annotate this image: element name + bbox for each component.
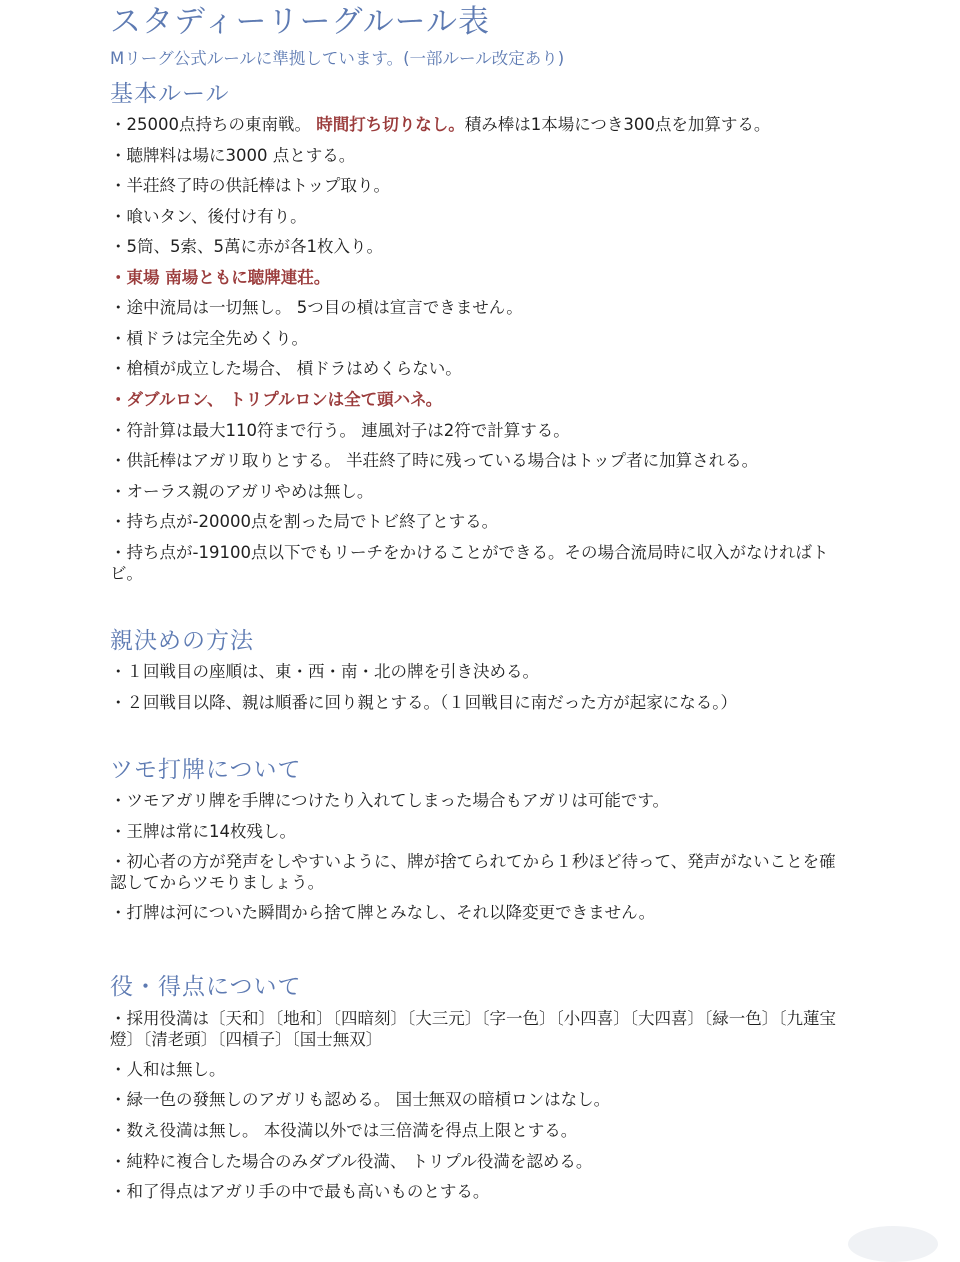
rule-item-highlighted: ・東場 南場ともに聴牌連荘。 [110,268,331,287]
rule-item: ・人和は無し。 [110,1060,226,1079]
page-title: スタディーリーグルール表 [110,4,490,40]
corner-shadow [848,1226,938,1262]
rule-item: ・槍槓が成立した場合、 槓ドラはめくらない。 [110,359,462,378]
rule-item: ・緑一色の發無しのアガリも認める。 国士無双の暗槓ロンはなし。 [110,1090,611,1109]
rule-item-highlighted: ・ダブルロン、 トリプルロンは全て頭ハネ。 [110,390,443,409]
rule-item: ・途中流局は一切無し。 5つ目の槓は宣言できません。 [110,298,523,317]
rule-item: ・持ち点が-19100点以下でもリーチをかけることができる。その場合流局時に収入がなければトビ。 [110,543,829,583]
rule-item: ・槓ドラは完全先めくり。 [110,329,308,348]
rule-item: ・初心者の方が発声をしやすいように、牌が捨てられてから１秒ほど待って、発声がないことを確認してからツモりましょう。 [110,852,836,892]
rule-item: ・供託棒はアガリ取りとする。 半荘終了時に残っている場合はトップ者に加算される。 [110,451,759,470]
rule-item: ・王牌は常に14枚残し。 [110,822,296,841]
rule-item: ・5筒、5索、5萬に赤が各1枚入り。 [110,237,383,256]
rule-item: ・ツモアガリ牌を手牌につけたり入れてしまった場合もアガリは可能です。 [110,791,670,810]
page-subtitle: Mリーグ公式ルールに準拠しています。(一部ルール改定あり) [110,49,565,68]
rule-item: ・25000点持ちの東南戦。 時間打ち切りなし。積み棒は1本場につき300点を加算する。 [110,115,771,134]
rule-item: ・２回戦目以降、親は順番に回り親とする。（１回戦目に南だった方が起家になる。） [110,693,737,712]
rule-item: ・喰いタン、後付け有り。 [110,207,307,226]
rule-item: ・打牌は河についた瞬間から捨て牌とみなし、それ以降変更できません。 [110,903,656,922]
section-heading-draw-discard: ツモ打牌について [110,757,302,783]
section-heading-yaku-scoring: 役・得点について [110,974,302,1000]
rule-item: ・数え役満は無し。 本役満以外では三倍満を得点上限とする。 [110,1121,578,1140]
rule-item: ・オーラス親のアガリやめは無し。 [110,482,374,501]
rule-item: ・純粋に複合した場合のみダブル役満、 トリプル役満を認める。 [110,1152,593,1171]
rule-item: ・符計算は最大110符まで行う。 連風対子は2符で計算する。 [110,421,570,440]
rule-item: ・和了得点はアガリ手の中で最も高いものとする。 [110,1182,490,1201]
rule-item: ・持ち点が-20000点を割った局でトビ終了とする。 [110,512,499,531]
section-heading-dealer-decision: 親決めの方法 [110,628,254,654]
rule-item: ・聴牌料は場に3000 点とする。 [110,146,356,165]
rule-item: ・半荘終了時の供託棒はトップ取り。 [110,176,391,195]
rule-item: ・１回戦目の座順は、東・西・南・北の牌を引き決める。 [110,662,539,681]
rule-item: ・採用役満は〔天和〕〔地和〕〔四暗刻〕〔大三元〕〔字一色〕〔小四喜〕〔大四喜〕〔緑一色〕〔九蓮宝燈〕〔清老頭〕〔四槓子〕〔国士無双〕 [110,1009,836,1049]
section-heading-basic-rules: 基本ルール [110,81,230,107]
